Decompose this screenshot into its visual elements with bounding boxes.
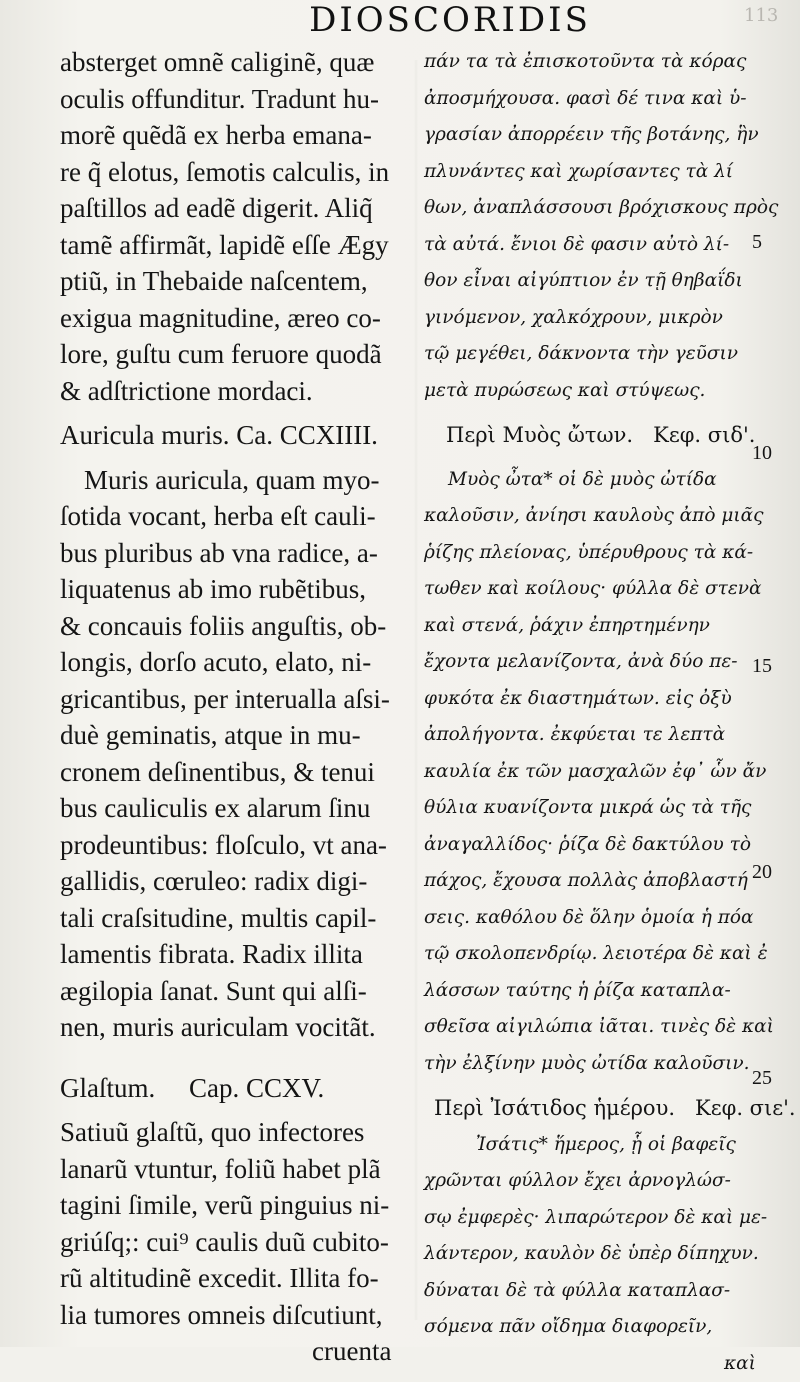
text-line: exigua magnitudine, æreo co-: [60, 300, 420, 337]
text-line: paſtillos ad eadẽ digerit. Aliq̃: [60, 190, 420, 227]
text-line: re q̃ elotus, ſemotis calculis, in: [60, 154, 420, 191]
text-line: gallidis, cœruleo: radix digi-: [60, 863, 420, 900]
text-line: ptiũ, in Thebaide naſcentem,: [60, 263, 420, 300]
text-line: & concauis foliis anguſtis, ob-: [60, 608, 420, 645]
latin-intro-paragraph: [60, 44, 420, 409]
text-line: σθεῖσα αἰγιλώπια ἰᾶται. τινὲς δὲ καὶ: [424, 1009, 754, 1046]
text-line: τῷ σκολοπενδρίῳ. λειοτέρα δὲ καὶ ἐ: [424, 936, 754, 973]
text-line: nen, muris auriculam vocitãt.: [60, 1009, 420, 1046]
margin-number: 5: [752, 232, 762, 252]
text-line: ἀπολήγοντα. ἐκφύεται τε λεπτὰ: [424, 717, 754, 754]
catchword: cruenta: [60, 1333, 420, 1370]
latin-auricula-paragraph: [60, 462, 420, 1046]
greek-isatis-paragraph: [424, 1127, 754, 1382]
text-line: tali craſsitudine, multis capil-: [60, 900, 420, 937]
text-line: oculis offunditur. Tradunt hu-: [60, 81, 420, 118]
text-line: καυλία ἐκ τῶν μασχαλῶν ἐφ᾽ ὧν ἄν: [424, 754, 754, 791]
text-line: τωθεν καὶ κοίλους· φύλλα δὲ στενὰ: [424, 571, 754, 608]
text-line: prodeuntibus: floſculo, vt ana-: [60, 827, 420, 864]
text-line: ἀποσμήχουσα. φασὶ δέ τινα καὶ ὑ-: [424, 81, 754, 118]
latin-column: [60, 44, 420, 1370]
margin-number: 10: [752, 443, 772, 463]
text-line: ægilopia ſanat. Sunt qui alſi-: [60, 973, 420, 1010]
text-line: ῥίζης πλείονας, ὑπέρυθρους τὰ κά-: [424, 535, 754, 572]
text-line: χρῶνται φύλλον ἔχει ἀρνογλώσ-: [424, 1163, 754, 1200]
text-line: absterget omnẽ caliginẽ, quæ: [60, 44, 420, 81]
text-line: πάχος, ἔχουσα πολλὰς ἀποβλαστή: [424, 863, 754, 900]
text-line: cronem deſinentibus, & tenui: [60, 754, 420, 791]
text-line: γρασίαν ἀπορρέειν τῆς βοτάνης, ἣν: [424, 117, 754, 154]
text-line: griúſq;: cui⁹ caulis duũ cubito-: [60, 1224, 420, 1261]
margin-number: 15: [752, 656, 772, 676]
text-line: tamẽ affirmãt, lapidẽ eſſe Ægy: [60, 227, 420, 264]
text-line: lanarũ vtuntur, foliũ habet plã: [60, 1151, 420, 1188]
text-line: gricantibus, per interualla aſsi-: [60, 681, 420, 718]
chapter-heading-auricula: Auricula muris. Ca. CCXIIII.: [60, 417, 420, 454]
text-line: tagini ſimile, verũ pinguius ni-: [60, 1187, 420, 1224]
text-line: λάντερον, καυλὸν δὲ ὑπὲρ δίπηχυν.: [424, 1236, 754, 1273]
text-line: Ἰσάτις* ἥμερος, ᾗ οἱ βαφεῖς: [424, 1127, 754, 1164]
latin-glastum-paragraph: [60, 1114, 420, 1370]
text-line: morẽ quẽdã ex herba emana-: [60, 117, 420, 154]
text-line: Μυὸς ὦτα* οἱ δὲ μυὸς ὠτίδα: [424, 462, 754, 499]
text-line: Satiuũ glaſtũ, quo infectores: [60, 1114, 420, 1151]
text-line: πάν τα τὰ ἐπισκοτοῦντα τὰ κόρας: [424, 44, 754, 81]
text-line: τῷ μεγέθει, δάκνοντα τὴν γεῦσιν: [424, 336, 754, 373]
chapter-heading-glastum: Glaſtum. Cap. CCXV.: [60, 1070, 420, 1107]
text-line: θον εἶναι αἰγύπτιον ἐν τῇ θηβαΐδι: [424, 263, 754, 300]
chapter-heading-isatis: Περὶ Ἰσάτιδος ἡμέρου. Κεφ. σιε'.: [424, 1090, 754, 1127]
text-line: Muris auricula, quam myo-: [60, 462, 420, 499]
text-line: τὰ αὐτά. ἔνιοι δὲ φασιν αὐτὸ λί-: [424, 227, 754, 264]
text-line: lia tumores omneis diſcutiunt,: [60, 1297, 420, 1334]
greek-intro-paragraph: [424, 44, 754, 409]
text-line: & adſtrictione mordaci.: [60, 373, 420, 410]
text-line: δύναται δὲ τὰ φύλλα καταπλασ-: [424, 1273, 754, 1310]
text-line: σεις. καθόλου δὲ ὅλην ὁμοία ἡ πόα: [424, 900, 754, 937]
text-line: bus cauliculis ex alarum ſinu: [60, 790, 420, 827]
text-line: τὴν ἐλξίνην μυὸς ὠτίδα καλοῦσιν.: [424, 1046, 754, 1083]
text-line: λάσσων ταύτης ἡ ῥίζα καταπλα-: [424, 973, 754, 1010]
text-line: ἀναγαλλίδος· ῥίζα δὲ δακτύλου τὸ: [424, 827, 754, 864]
text-line: ſotida vocant, herba eſt cauli-: [60, 498, 420, 535]
text-line: bus pluribus ab vna radice, a-: [60, 535, 420, 572]
text-line: lamentis fibrata. Radix illita: [60, 936, 420, 973]
text-line: καὶ στενά, ῥάχιν ἐπηρτημένην: [424, 608, 754, 645]
margin-line-numbers: [752, 0, 800, 1347]
text-line: γινόμενον, χαλκόχρουν, μικρὸν: [424, 300, 754, 337]
text-line: ἔχοντα μελανίζοντα, ἀνὰ δύο πε-: [424, 644, 754, 681]
greek-myos-oton-paragraph: [424, 462, 754, 1083]
text-line: longis, dorſo acuto, elato, ni-: [60, 644, 420, 681]
margin-number: 20: [752, 862, 772, 882]
text-line: σῳ ἐμφερὲς· λιπαρώτερον δὲ καὶ με-: [424, 1200, 754, 1237]
text-line: duè geminatis, atque in mu-: [60, 717, 420, 754]
text-line: μετὰ πυρώσεως καὶ στύψεως.: [424, 373, 754, 410]
text-line: καλοῦσιν, ἀνίησι καυλοὺς ἀπὸ μιᾶς: [424, 498, 754, 535]
text-line: θων, ἀναπλάσσουσι βρόχισκους πρὸς: [424, 190, 754, 227]
text-line: liquatenus ab imo rubẽtibus,: [60, 571, 420, 608]
page-number-faint: 113: [744, 6, 778, 26]
text-line: φυκότα ἐκ διαστημάτων. εἰς ὀξὺ: [424, 681, 754, 718]
text-line: lore, guſtu cum feruore quodã: [60, 336, 420, 373]
text-line: σόμενα πᾶν οἴδημα διαφορεῖν,: [424, 1309, 754, 1346]
margin-number: 25: [752, 1068, 772, 1088]
text-line: rũ altitudinẽ excedit. Illita fo-: [60, 1260, 420, 1297]
text-line: θύλια κυανίζοντα μικρά ὡς τὰ τῆς: [424, 790, 754, 827]
catchword: καὶ: [424, 1346, 754, 1382]
text-line: πλυνάντες καὶ χωρίσαντες τὰ λί: [424, 154, 754, 191]
running-head: DIOSCORIDIS: [300, 0, 600, 40]
greek-column: [424, 44, 754, 1382]
chapter-heading-myos-oton: Περὶ Μυὸς ὤτων. Κεφ. σιδ'.: [424, 417, 754, 454]
